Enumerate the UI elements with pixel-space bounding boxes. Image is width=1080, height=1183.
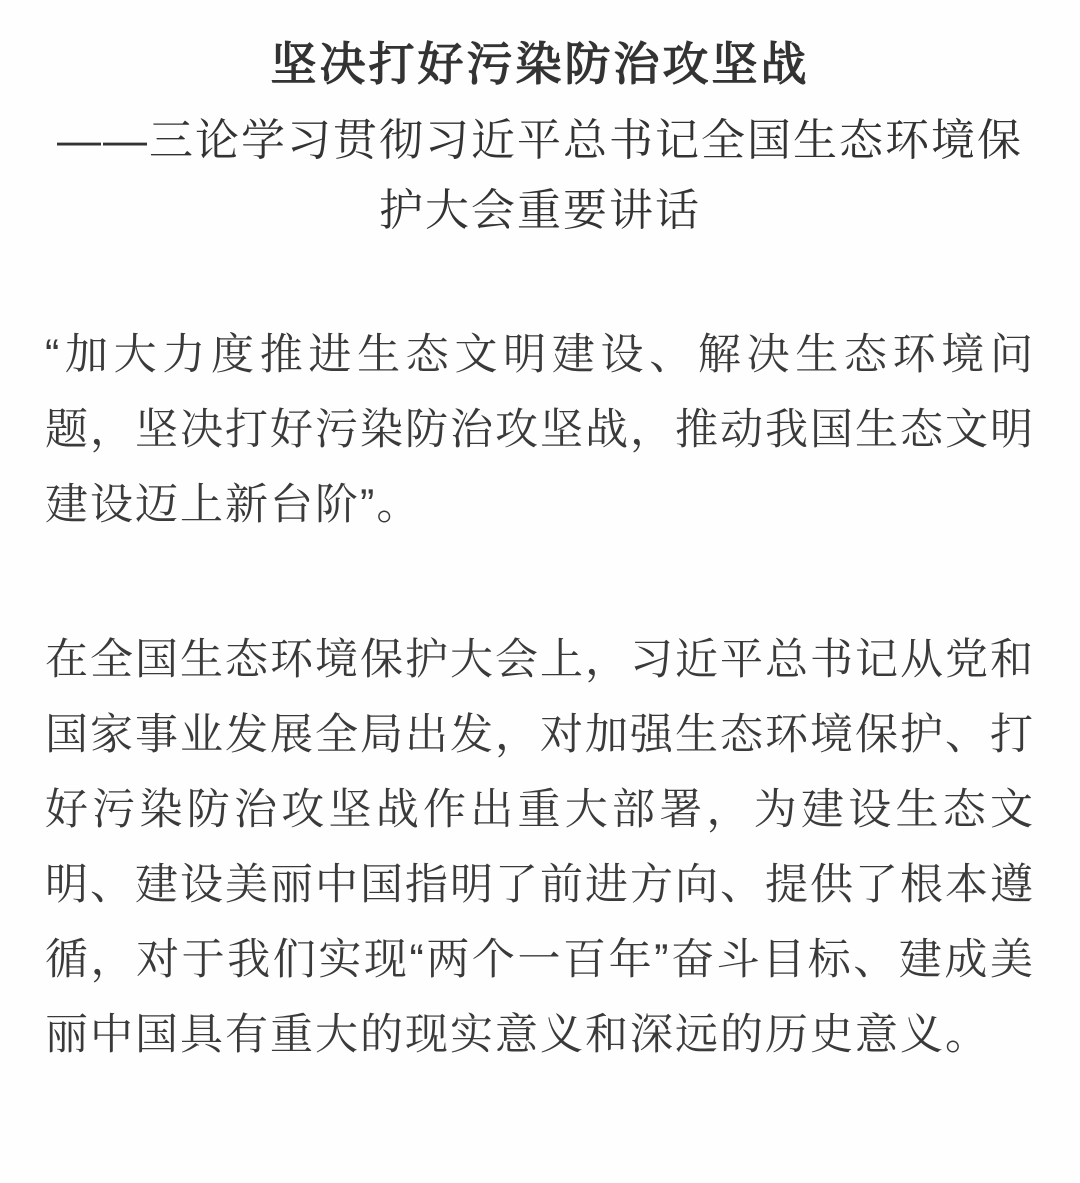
article-paragraph-quote: “加大力度推进生态文明建设、解决生态环境问题，坚决打好污染防治攻坚战，推动我国生态文明建设迈上新台阶”。 bbox=[45, 331, 1035, 529]
article-title: 坚决打好污染防治攻坚战 bbox=[270, 38, 810, 90]
article-paragraph-main: 在全国生态环境保护大会上，习近平总书记从党和国家事业发展全局出发，对加强生态环境保护、打好污染防治攻坚战作出重大部署，为建设生态文明、建设美丽中国指明了前进方向、提供了根本遵循，对于我们实现“两个一百年”奋斗目标、建成美丽中国具有重大的现实意义和深远的历史意义。 bbox=[45, 636, 1035, 1059]
article-subtitle: ——三论学习贯彻习近平总书记全国生态环境保护大会重要讲话 bbox=[57, 116, 1023, 235]
